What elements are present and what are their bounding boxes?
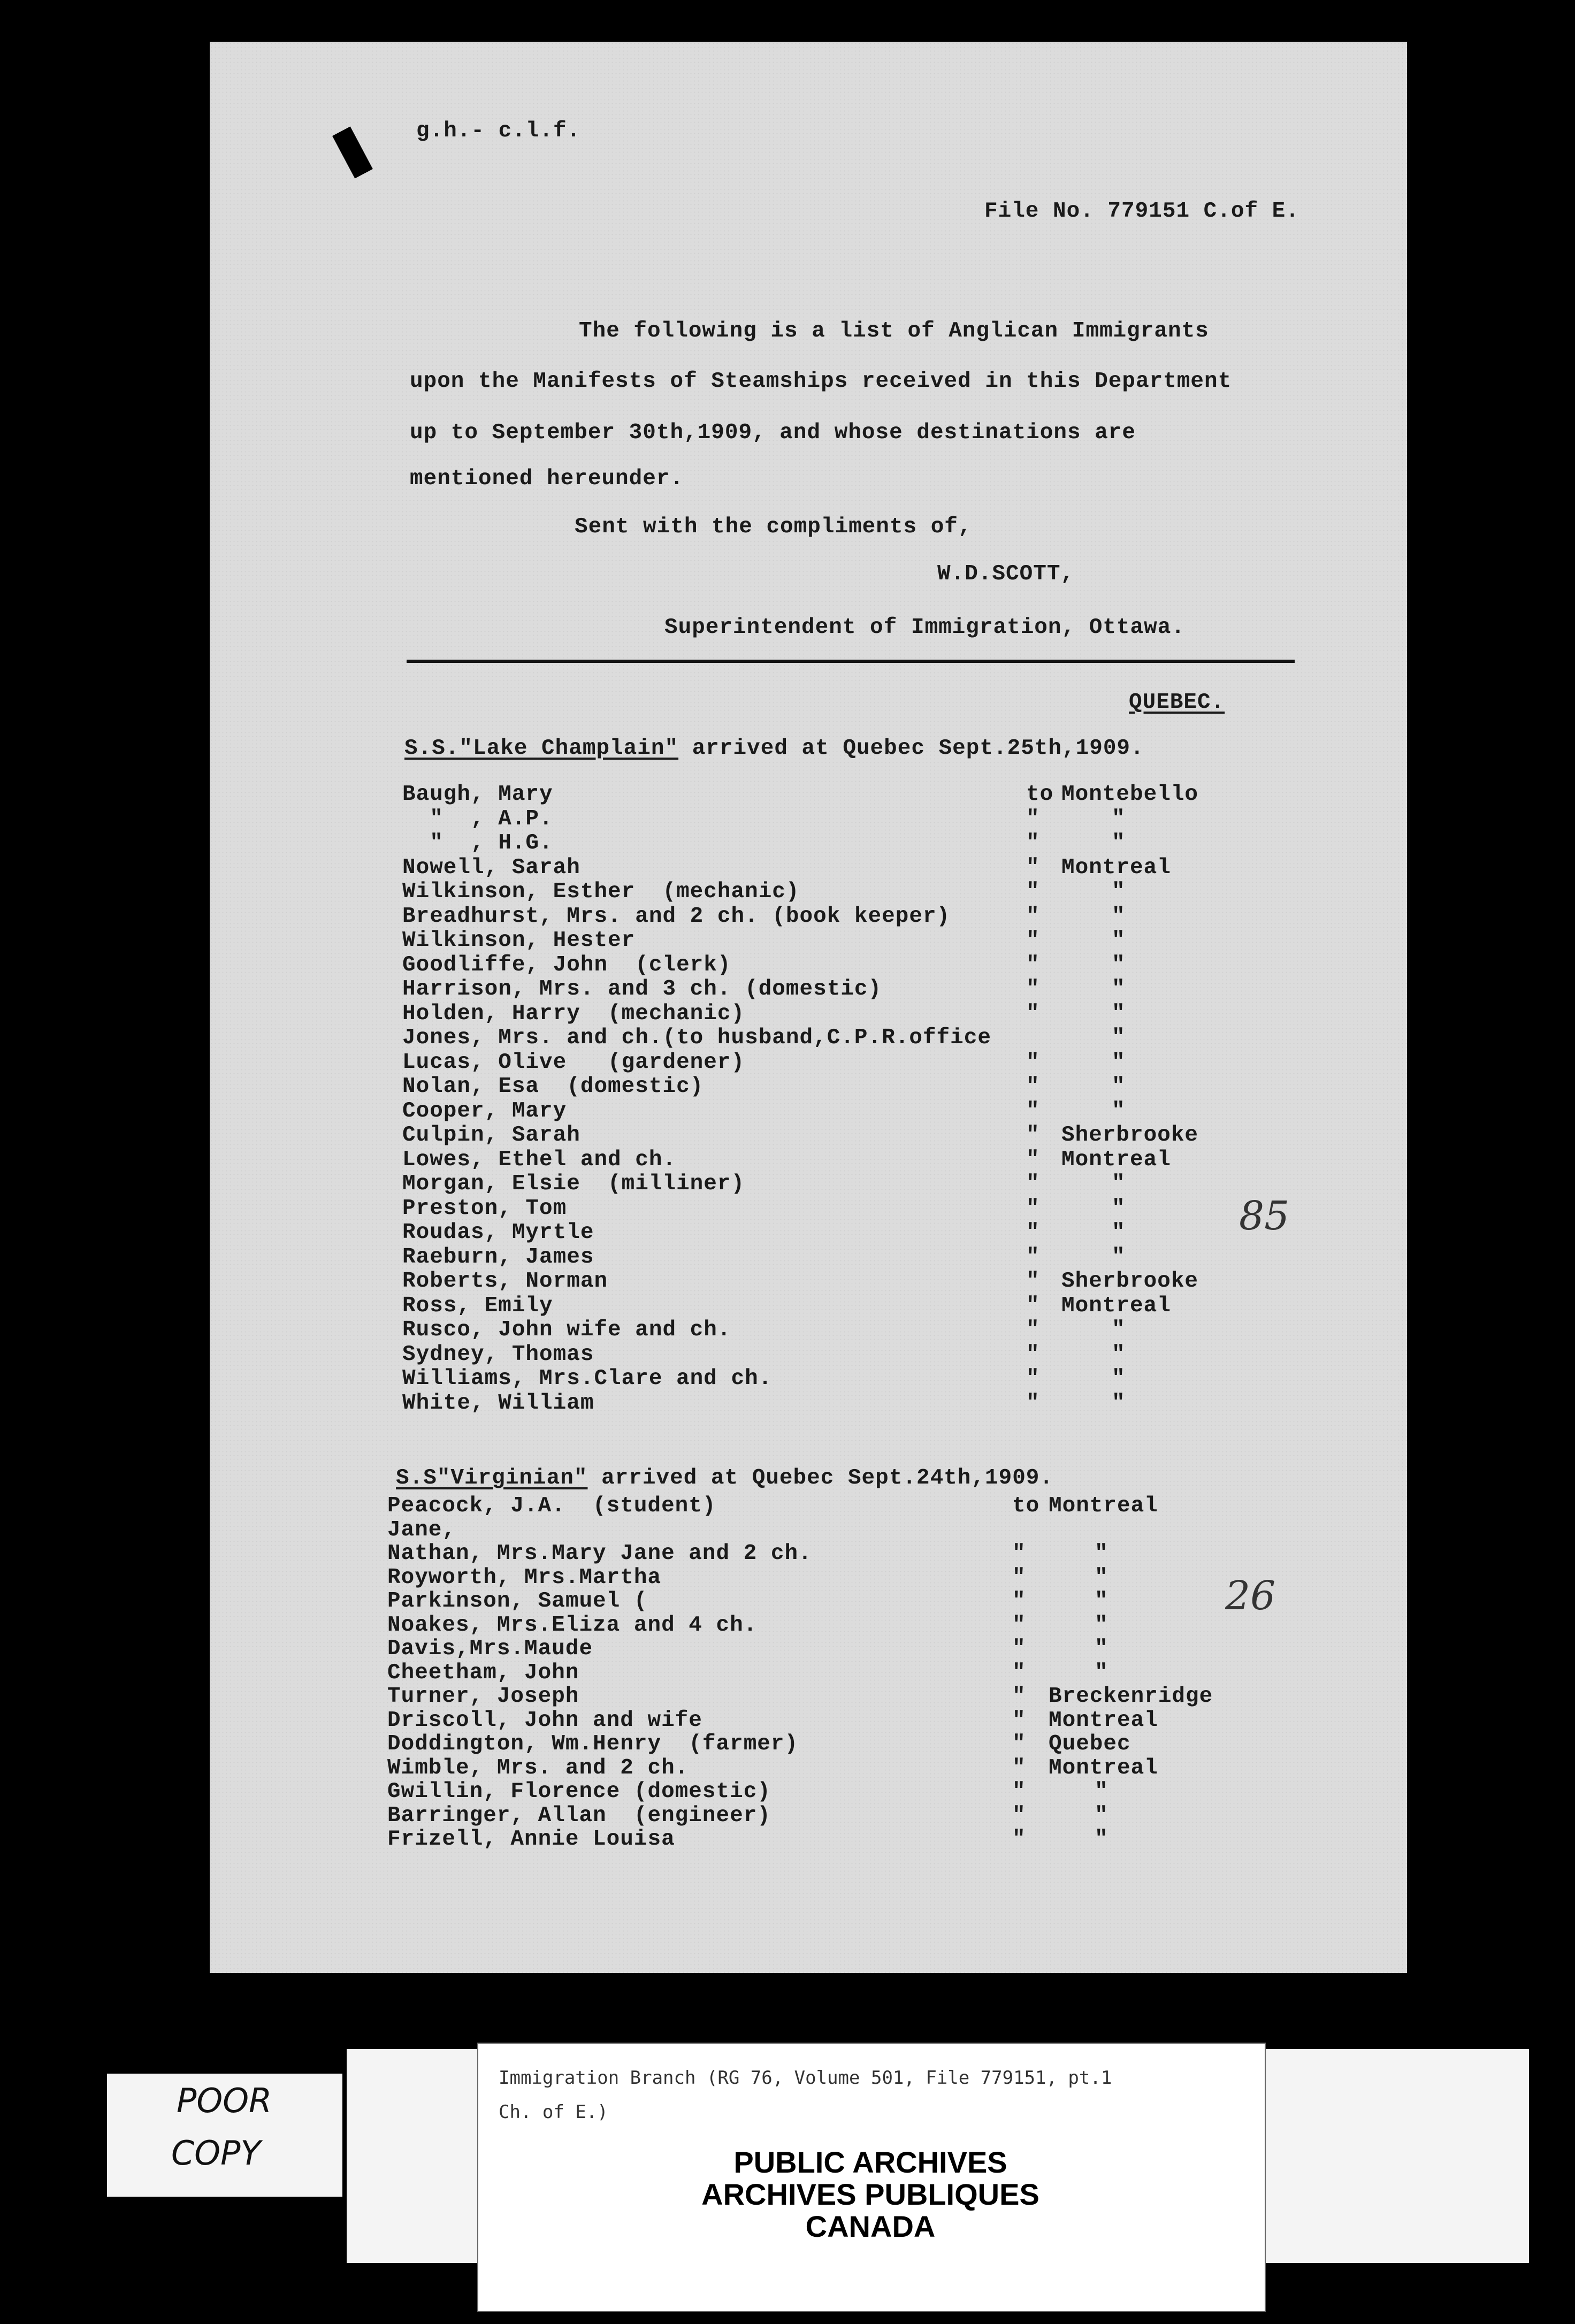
list-item-to: " <box>1012 1779 1026 1804</box>
list-item-destination: Montreal <box>1061 1293 1171 1318</box>
list-item-to: " <box>1026 1390 1040 1416</box>
list-item-name: Holden, Harry (mechanic) <box>402 1001 745 1026</box>
archive-country: CANADA <box>805 2210 936 2243</box>
list-item-to: " <box>1012 1708 1026 1733</box>
archive-reference-line-1: Immigration Branch (RG 76, Volume 501, File 779151, pt.1 <box>499 2067 1112 2089</box>
list-item-name: Lowes, Ethel and ch. <box>402 1147 677 1172</box>
list-item-destination: " <box>1112 1220 1126 1245</box>
divider <box>407 660 1295 663</box>
list-item-to: " <box>1026 1244 1040 1270</box>
list-item-name: Wilkinson, Esther (mechanic) <box>402 880 800 904</box>
list-item-name: Turner, Joseph <box>387 1684 579 1709</box>
signer: W.D.SCOTT, <box>937 562 1075 586</box>
list-item-name: Nowell, Sarah <box>402 855 580 880</box>
list-item-to: " <box>1026 806 1040 831</box>
file-number: File No. 779151 C.of E. <box>984 199 1299 224</box>
intro-line-2: upon the Manifests of Steamships received in this Department <box>410 369 1232 394</box>
list-item-name: Roudas, Myrtle <box>402 1220 594 1245</box>
list-item-name: Raeburn, James <box>402 1244 594 1270</box>
ship2-name: S.S"Virginian" <box>396 1466 588 1490</box>
list-item-to: " <box>1026 855 1040 880</box>
list-item-name: Breadhurst, Mrs. and 2 ch. (book keeper) <box>402 904 951 929</box>
list-item-destination: " <box>1095 1827 1108 1852</box>
list-item-destination: Sherbrooke <box>1061 1269 1199 1294</box>
list-item-to: " <box>1026 1147 1040 1172</box>
list-item-name: Roberts, Norman <box>402 1269 608 1294</box>
list-item-name: Gwillin, Florence (domestic) <box>387 1779 771 1804</box>
list-item-destination: " <box>1112 1244 1126 1270</box>
list-item-name: Peacock, J.A. (student) <box>387 1494 716 1518</box>
intro-line-1: The following is a list of Anglican Immigrants <box>579 319 1209 343</box>
list-item-destination: " <box>1095 1779 1108 1804</box>
list-item-name: Goodliffe, John (clerk) <box>402 952 731 977</box>
list-item-to: " <box>1026 904 1040 929</box>
list-item-destination: " <box>1112 1318 1126 1342</box>
list-item-destination: " <box>1112 1098 1126 1123</box>
list-item-name: Ross, Emily <box>402 1293 553 1318</box>
list-item-destination: " <box>1112 952 1126 977</box>
list-item-name: Morgan, Elsie (milliner) <box>402 1172 745 1196</box>
list-item-destination: " <box>1112 1172 1126 1196</box>
list-item-to: " <box>1026 1001 1040 1026</box>
list-item-destination: " <box>1095 1803 1108 1828</box>
list-item-destination: Montreal <box>1061 855 1171 880</box>
list-item-name: " , A.P. <box>402 806 553 831</box>
list-item-to: " <box>1026 831 1040 855</box>
list-item-destination: Montreal <box>1049 1708 1158 1733</box>
list-item-destination: " <box>1095 1637 1108 1661</box>
list-item-to: " <box>1026 1293 1040 1318</box>
list-item-name: Wimble, Mrs. and 2 ch. <box>387 1755 689 1780</box>
list-item-name: " , H.G. <box>402 831 553 855</box>
list-item-name: Jones, Mrs. and ch.(to husband,C.P.R.office <box>402 1026 991 1050</box>
list-item-to: " <box>1012 1637 1026 1661</box>
list-item-to: " <box>1026 928 1040 953</box>
list-item-name: Cooper, Mary <box>402 1098 567 1123</box>
list-item-destination: " <box>1112 831 1126 855</box>
list-item-destination: " <box>1095 1660 1108 1685</box>
list-item-name: Barringer, Allan (engineer) <box>387 1803 771 1828</box>
poor-copy-line-1: POOR <box>177 2081 272 2120</box>
archive-reference-line-2: Ch. of E.) <box>499 2101 608 2123</box>
list-item-to: " <box>1026 1269 1040 1294</box>
list-item-to: " <box>1026 1196 1040 1221</box>
list-item-destination: " <box>1112 928 1126 953</box>
list-item-to: " <box>1012 1589 1026 1614</box>
list-item-name: White, William <box>402 1390 594 1416</box>
list-item-to: " <box>1026 880 1040 904</box>
list-item-to: " <box>1026 1123 1040 1148</box>
list-item-destination: " <box>1095 1541 1108 1566</box>
list-item-name: Parkinson, Samuel ( <box>387 1589 648 1614</box>
ship1-heading <box>404 736 1144 761</box>
margin-count-2: 26 <box>1225 1573 1276 1619</box>
list-item-destination: " <box>1112 1001 1126 1026</box>
list-item-to: " <box>1012 1684 1026 1709</box>
list-item-name: Frizell, Annie Louisa <box>387 1827 675 1852</box>
list-item-to: " <box>1012 1803 1026 1828</box>
list-item-name: Davis,Mrs.Maude <box>387 1637 593 1661</box>
list-item-destination: Breckenridge <box>1049 1684 1213 1709</box>
list-item-name: Doddington, Wm.Henry (farmer) <box>387 1732 799 1756</box>
list-item-to: to <box>1012 1494 1040 1518</box>
list-item-name: Cheetham, John <box>387 1660 579 1685</box>
list-item-destination: " <box>1095 1565 1108 1590</box>
list-item-to: " <box>1012 1827 1026 1852</box>
list-item-destination: " <box>1112 904 1126 929</box>
list-item-destination: " <box>1112 880 1126 904</box>
initials: g.h.- c.l.f. <box>416 119 581 143</box>
list-item-destination: " <box>1095 1612 1108 1638</box>
list-item-to: " <box>1026 1098 1040 1123</box>
list-item-destination: " <box>1112 1074 1126 1099</box>
list-item-name: Williams, Mrs.Clare and ch. <box>402 1366 773 1391</box>
list-item-to: to <box>1026 782 1054 807</box>
list-item-name: Jane, <box>387 1517 456 1542</box>
list-item-destination: " <box>1112 977 1126 1002</box>
list-item-name: Nolan, Esa (domestic) <box>402 1074 704 1099</box>
list-item-name: Noakes, Mrs.Eliza and 4 ch. <box>387 1612 758 1638</box>
list-item-destination: " <box>1112 1342 1126 1367</box>
list-item-destination: " <box>1112 1050 1126 1075</box>
list-item-to: " <box>1026 1172 1040 1196</box>
poor-copy-line-2: COPY <box>171 2134 261 2173</box>
list-item-destination: Montebello <box>1061 782 1199 807</box>
list-item-name: Lucas, Olive (gardener) <box>402 1050 745 1075</box>
list-item-name: Rusco, John wife and ch. <box>402 1318 731 1342</box>
list-item-to: " <box>1026 1342 1040 1367</box>
list-item-to: " <box>1026 1050 1040 1075</box>
list-item-destination: " <box>1112 1366 1126 1391</box>
list-item-destination: Montreal <box>1049 1755 1158 1780</box>
list-item-name: Culpin, Sarah <box>402 1123 580 1148</box>
list-item-name: Wilkinson, Hester <box>402 928 636 953</box>
ship1-name: S.S."Lake Champlain" <box>404 736 679 761</box>
list-item-name: Sydney, Thomas <box>402 1342 594 1367</box>
list-item-destination: Montreal <box>1061 1147 1171 1172</box>
list-item-name: Baugh, Mary <box>402 782 553 807</box>
archive-name-fr: ARCHIVES PUBLIQUES <box>701 2177 1039 2211</box>
list-item-name: Royworth, Mrs.Martha <box>387 1565 662 1590</box>
list-item-name: Harrison, Mrs. and 3 ch. (domestic) <box>402 977 882 1002</box>
intro-line-3: up to September 30th,1909, and whose destinations are <box>410 421 1136 445</box>
list-item-to: " <box>1012 1660 1026 1685</box>
list-item-to: " <box>1012 1755 1026 1780</box>
list-item-to: " <box>1026 1318 1040 1342</box>
list-item-destination: " <box>1112 1390 1126 1416</box>
ship1-arrival: arrived at Quebec Sept.25th,1909. <box>678 736 1144 761</box>
list-item-destination: " <box>1095 1589 1108 1614</box>
list-item-destination: Quebec <box>1049 1732 1131 1756</box>
list-item-to: " <box>1026 1220 1040 1245</box>
compliments: Sent with the compliments of, <box>575 515 972 539</box>
list-item-to: " <box>1026 1366 1040 1391</box>
ship2-arrival: arrived at Quebec Sept.24th,1909. <box>587 1466 1054 1490</box>
list-item-to: " <box>1012 1732 1026 1756</box>
ship2-heading <box>396 1466 1053 1490</box>
list-item-to: " <box>1012 1612 1026 1638</box>
list-item-name: Preston, Tom <box>402 1196 567 1221</box>
region-heading: QUEBEC. <box>1129 690 1225 715</box>
signer-title: Superintendent of Immigration, Ottawa. <box>664 615 1185 640</box>
list-item-destination: " <box>1112 1026 1126 1050</box>
list-item-destination: " <box>1112 1196 1126 1221</box>
margin-count-1: 85 <box>1239 1193 1290 1239</box>
list-item-name: Nathan, Mrs.Mary Jane and 2 ch. <box>387 1541 812 1566</box>
list-item-to: " <box>1012 1541 1026 1566</box>
list-item-name: Driscoll, John and wife <box>387 1708 702 1733</box>
archive-name-en: PUBLIC ARCHIVES <box>733 2145 1007 2179</box>
list-item-destination: " <box>1112 806 1126 831</box>
list-item-destination: Montreal <box>1049 1494 1158 1518</box>
intro-line-4: mentioned hereunder. <box>410 467 684 491</box>
list-item-destination: Sherbrooke <box>1061 1123 1199 1148</box>
list-item-to: " <box>1012 1565 1026 1590</box>
list-item-to: " <box>1026 1074 1040 1099</box>
list-item-to: " <box>1026 977 1040 1002</box>
list-item-to: " <box>1026 952 1040 977</box>
